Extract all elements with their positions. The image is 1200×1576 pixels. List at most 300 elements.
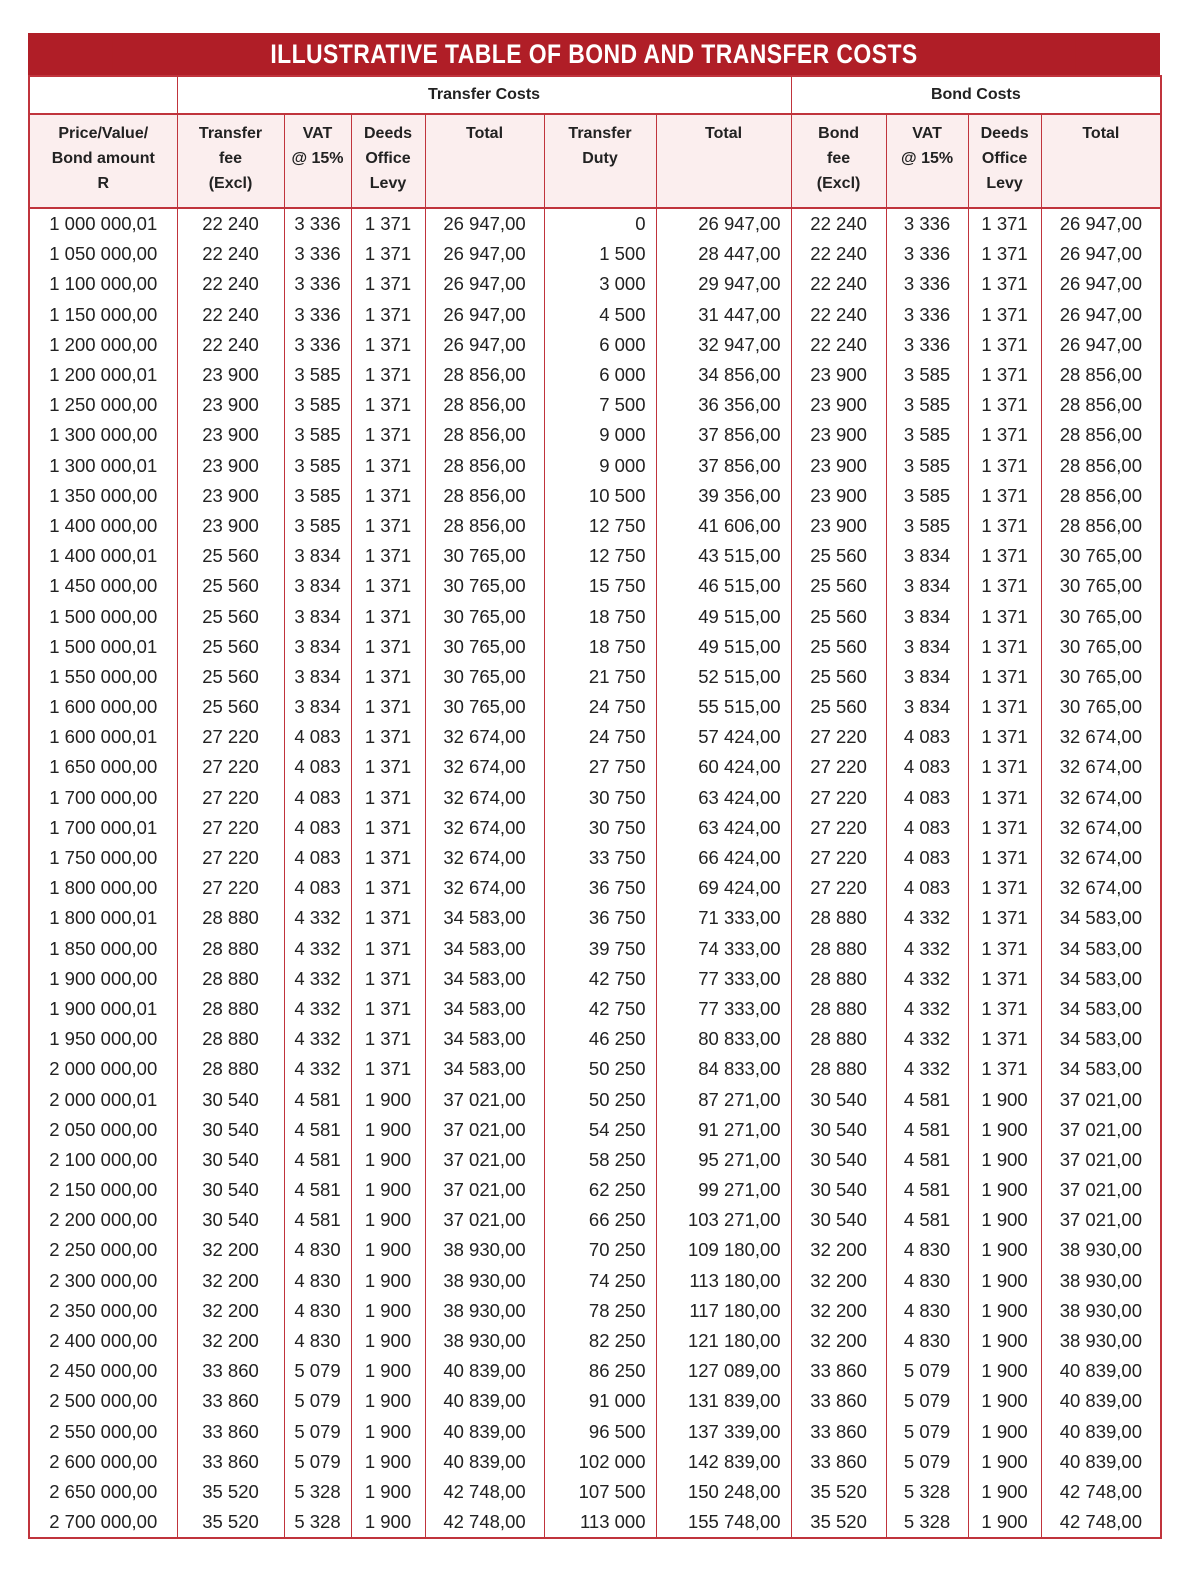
column-header-transfer-duty: Transfer Duty	[544, 114, 656, 208]
cell-price: 1 800 000,01	[29, 903, 177, 933]
cell-bond-deeds-levy: 1 900	[968, 1417, 1041, 1447]
cell-bond-fee: 30 540	[791, 1175, 886, 1205]
cell-bond-deeds-levy: 1 900	[968, 1356, 1041, 1386]
cell-transfer-total: 37 856,00	[656, 420, 791, 450]
cell-bond-deeds-levy: 1 900	[968, 1507, 1041, 1538]
cell-price: 1 350 000,00	[29, 481, 177, 511]
cell-transfer-total: 41 606,00	[656, 511, 791, 541]
cell-bond-fee: 28 880	[791, 1024, 886, 1054]
cell-bond-fee: 30 540	[791, 1115, 886, 1145]
cell-price: 2 300 000,00	[29, 1266, 177, 1296]
cell-transfer-vat: 4 581	[284, 1115, 351, 1145]
table-row	[29, 813, 1161, 843]
cell-transfer-total: 39 356,00	[656, 481, 791, 511]
table-row	[29, 1024, 1161, 1054]
cell-transfer-fee: 23 900	[177, 511, 284, 541]
cell-bond-fee: 32 200	[791, 1235, 886, 1265]
cell-transfer-subtotal: 30 765,00	[425, 601, 544, 631]
cell-transfer-fee: 30 540	[177, 1175, 284, 1205]
table-row	[29, 1235, 1161, 1265]
cell-transfer-fee: 28 880	[177, 964, 284, 994]
cell-transfer-total: 74 333,00	[656, 934, 791, 964]
cell-transfer-subtotal: 32 674,00	[425, 722, 544, 752]
cell-bond-vat: 5 079	[886, 1447, 968, 1477]
cell-bond-fee: 25 560	[791, 541, 886, 571]
cell-transfer-deeds-levy: 1 371	[351, 300, 425, 330]
cell-price: 1 000 000,01	[29, 208, 177, 239]
cell-transfer-deeds-levy: 1 371	[351, 873, 425, 903]
cell-transfer-vat: 4 581	[284, 1205, 351, 1235]
cell-bond-total: 34 583,00	[1041, 934, 1161, 964]
cell-bond-fee: 22 240	[791, 330, 886, 360]
table-row	[29, 451, 1161, 481]
cell-transfer-subtotal: 34 583,00	[425, 964, 544, 994]
cell-price: 1 950 000,00	[29, 1024, 177, 1054]
cell-transfer-fee: 28 880	[177, 1024, 284, 1054]
cell-price: 1 200 000,01	[29, 360, 177, 390]
cell-transfer-vat: 4 830	[284, 1296, 351, 1326]
cell-bond-fee: 23 900	[791, 481, 886, 511]
cell-bond-vat: 4 083	[886, 783, 968, 813]
column-header-bond-vat: VAT @ 15%	[886, 114, 968, 208]
cell-transfer-subtotal: 26 947,00	[425, 300, 544, 330]
cell-transfer-vat: 5 079	[284, 1386, 351, 1416]
cell-transfer-vat: 3 336	[284, 300, 351, 330]
cell-transfer-vat: 3 834	[284, 601, 351, 631]
cell-transfer-deeds-levy: 1 900	[351, 1145, 425, 1175]
cell-bond-total: 28 856,00	[1041, 390, 1161, 420]
cell-transfer-duty: 82 250	[544, 1326, 656, 1356]
cell-bond-vat: 5 328	[886, 1507, 968, 1538]
cell-transfer-vat: 5 079	[284, 1356, 351, 1386]
cell-transfer-total: 142 839,00	[656, 1447, 791, 1477]
cell-bond-deeds-levy: 1 900	[968, 1175, 1041, 1205]
cell-price: 1 650 000,00	[29, 752, 177, 782]
cell-bond-deeds-levy: 1 371	[968, 903, 1041, 933]
cell-price: 1 750 000,00	[29, 843, 177, 873]
cell-price: 1 850 000,00	[29, 934, 177, 964]
cell-transfer-vat: 3 585	[284, 451, 351, 481]
table-row	[29, 1175, 1161, 1205]
cell-transfer-duty: 30 750	[544, 783, 656, 813]
cell-bond-total: 38 930,00	[1041, 1266, 1161, 1296]
cell-transfer-duty: 12 750	[544, 541, 656, 571]
cell-bond-vat: 4 332	[886, 934, 968, 964]
cell-bond-deeds-levy: 1 371	[968, 1054, 1041, 1084]
cell-transfer-deeds-levy: 1 900	[351, 1175, 425, 1205]
cell-bond-vat: 4 083	[886, 722, 968, 752]
table-row	[29, 1084, 1161, 1114]
cell-transfer-vat: 4 332	[284, 903, 351, 933]
cell-price: 2 700 000,00	[29, 1507, 177, 1538]
column-header-row	[29, 114, 1161, 208]
cell-bond-deeds-levy: 1 900	[968, 1266, 1041, 1296]
table-row	[29, 934, 1161, 964]
cell-bond-total: 34 583,00	[1041, 994, 1161, 1024]
cell-bond-vat: 4 332	[886, 1024, 968, 1054]
cell-transfer-subtotal: 37 021,00	[425, 1175, 544, 1205]
cell-transfer-vat: 3 834	[284, 541, 351, 571]
cell-bond-deeds-levy: 1 371	[968, 632, 1041, 662]
cell-bond-fee: 23 900	[791, 511, 886, 541]
cell-price: 2 550 000,00	[29, 1417, 177, 1447]
cell-transfer-total: 34 856,00	[656, 360, 791, 390]
cell-transfer-subtotal: 32 674,00	[425, 873, 544, 903]
cell-transfer-total: 77 333,00	[656, 994, 791, 1024]
cell-transfer-fee: 23 900	[177, 420, 284, 450]
cell-bond-total: 37 021,00	[1041, 1084, 1161, 1114]
cell-transfer-total: 26 947,00	[656, 208, 791, 239]
table-row	[29, 1507, 1161, 1538]
cell-transfer-fee: 23 900	[177, 360, 284, 390]
cell-bond-total: 26 947,00	[1041, 300, 1161, 330]
cell-transfer-vat: 4 332	[284, 964, 351, 994]
cell-price: 2 000 000,01	[29, 1084, 177, 1114]
table-row	[29, 722, 1161, 752]
cell-transfer-deeds-levy: 1 371	[351, 722, 425, 752]
cell-transfer-total: 66 424,00	[656, 843, 791, 873]
cell-transfer-subtotal: 30 765,00	[425, 662, 544, 692]
cell-price: 1 900 000,00	[29, 964, 177, 994]
table-row	[29, 420, 1161, 450]
cell-transfer-duty: 21 750	[544, 662, 656, 692]
cell-transfer-duty: 0	[544, 208, 656, 239]
cell-bond-total: 40 839,00	[1041, 1447, 1161, 1477]
cell-transfer-total: 84 833,00	[656, 1054, 791, 1084]
table-row	[29, 541, 1161, 571]
cell-transfer-duty: 1 500	[544, 239, 656, 269]
cell-transfer-deeds-levy: 1 900	[351, 1507, 425, 1538]
cell-transfer-duty: 50 250	[544, 1054, 656, 1084]
cell-bond-vat: 4 083	[886, 813, 968, 843]
cell-transfer-subtotal: 32 674,00	[425, 813, 544, 843]
cell-bond-vat: 3 336	[886, 300, 968, 330]
cell-transfer-subtotal: 40 839,00	[425, 1356, 544, 1386]
cell-transfer-duty: 113 000	[544, 1507, 656, 1538]
cell-transfer-subtotal: 28 856,00	[425, 420, 544, 450]
cell-transfer-total: 71 333,00	[656, 903, 791, 933]
cell-price: 2 050 000,00	[29, 1115, 177, 1145]
cell-transfer-total: 63 424,00	[656, 813, 791, 843]
cell-transfer-duty: 18 750	[544, 601, 656, 631]
table-row	[29, 873, 1161, 903]
cell-transfer-duty: 9 000	[544, 451, 656, 481]
cell-transfer-fee: 25 560	[177, 662, 284, 692]
cell-transfer-subtotal: 28 856,00	[425, 481, 544, 511]
cell-transfer-vat: 3 834	[284, 632, 351, 662]
cell-bond-total: 38 930,00	[1041, 1326, 1161, 1356]
table-row	[29, 1205, 1161, 1235]
cell-transfer-duty: 107 500	[544, 1477, 656, 1507]
cell-bond-vat: 4 083	[886, 752, 968, 782]
cell-bond-deeds-levy: 1 900	[968, 1145, 1041, 1175]
cell-transfer-vat: 3 585	[284, 420, 351, 450]
cell-price: 2 350 000,00	[29, 1296, 177, 1326]
cell-price: 2 100 000,00	[29, 1145, 177, 1175]
cell-bond-deeds-levy: 1 371	[968, 360, 1041, 390]
table-row	[29, 783, 1161, 813]
cell-bond-fee: 28 880	[791, 903, 886, 933]
cell-price: 1 550 000,00	[29, 662, 177, 692]
cell-bond-deeds-levy: 1 371	[968, 994, 1041, 1024]
cell-transfer-subtotal: 37 021,00	[425, 1145, 544, 1175]
table-row	[29, 964, 1161, 994]
cell-bond-vat: 4 332	[886, 964, 968, 994]
cell-transfer-fee: 28 880	[177, 994, 284, 1024]
title-bar	[28, 33, 1160, 75]
cell-transfer-fee: 35 520	[177, 1507, 284, 1538]
cell-transfer-duty: 30 750	[544, 813, 656, 843]
table-row	[29, 1296, 1161, 1326]
cell-transfer-deeds-levy: 1 371	[351, 390, 425, 420]
cell-transfer-duty: 102 000	[544, 1447, 656, 1477]
cell-transfer-fee: 30 540	[177, 1145, 284, 1175]
cell-bond-vat: 3 834	[886, 601, 968, 631]
column-header-transfer-vat: VAT @ 15%	[284, 114, 351, 208]
cell-transfer-total: 69 424,00	[656, 873, 791, 903]
cell-transfer-deeds-levy: 1 371	[351, 662, 425, 692]
cell-bond-vat: 5 079	[886, 1356, 968, 1386]
cell-transfer-deeds-levy: 1 371	[351, 239, 425, 269]
cell-transfer-deeds-levy: 1 900	[351, 1417, 425, 1447]
cell-bond-fee: 28 880	[791, 934, 886, 964]
cell-transfer-duty: 91 000	[544, 1386, 656, 1416]
cell-transfer-deeds-levy: 1 900	[351, 1356, 425, 1386]
cell-bond-deeds-levy: 1 371	[968, 300, 1041, 330]
cell-bond-fee: 23 900	[791, 390, 886, 420]
cell-transfer-fee: 25 560	[177, 692, 284, 722]
cell-bond-fee: 30 540	[791, 1145, 886, 1175]
cell-bond-deeds-levy: 1 900	[968, 1386, 1041, 1416]
cell-transfer-subtotal: 34 583,00	[425, 1054, 544, 1084]
table-row	[29, 1054, 1161, 1084]
cell-transfer-subtotal: 32 674,00	[425, 752, 544, 782]
cell-bond-deeds-levy: 1 371	[968, 208, 1041, 239]
cell-bond-vat: 4 581	[886, 1115, 968, 1145]
group-header-transfer-costs: Transfer Costs	[177, 76, 791, 114]
table-row	[29, 390, 1161, 420]
cell-transfer-total: 49 515,00	[656, 601, 791, 631]
cell-bond-total: 28 856,00	[1041, 420, 1161, 450]
cell-transfer-fee: 30 540	[177, 1205, 284, 1235]
cell-bond-total: 37 021,00	[1041, 1115, 1161, 1145]
cell-transfer-vat: 5 079	[284, 1447, 351, 1477]
cell-transfer-total: 137 339,00	[656, 1417, 791, 1447]
column-header-bond-deeds-levy: Deeds Office Levy	[968, 114, 1041, 208]
cell-price: 1 400 000,00	[29, 511, 177, 541]
cell-transfer-duty: 96 500	[544, 1417, 656, 1447]
cell-transfer-deeds-levy: 1 371	[351, 752, 425, 782]
cell-bond-total: 32 674,00	[1041, 722, 1161, 752]
table-row	[29, 632, 1161, 662]
column-header-transfer-total: Total	[656, 114, 791, 208]
cell-bond-vat: 4 083	[886, 843, 968, 873]
cell-transfer-total: 36 356,00	[656, 390, 791, 420]
cell-price: 1 600 000,00	[29, 692, 177, 722]
cell-transfer-subtotal: 30 765,00	[425, 692, 544, 722]
cell-bond-deeds-levy: 1 371	[968, 722, 1041, 752]
table-row	[29, 208, 1161, 239]
cell-bond-fee: 32 200	[791, 1326, 886, 1356]
cell-bond-total: 40 839,00	[1041, 1386, 1161, 1416]
cell-price: 1 300 000,01	[29, 451, 177, 481]
cell-bond-total: 30 765,00	[1041, 571, 1161, 601]
cell-transfer-deeds-levy: 1 371	[351, 330, 425, 360]
cell-transfer-fee: 22 240	[177, 239, 284, 269]
cell-bond-fee: 22 240	[791, 239, 886, 269]
cell-bond-deeds-levy: 1 371	[968, 390, 1041, 420]
cell-bond-deeds-levy: 1 371	[968, 662, 1041, 692]
cell-transfer-subtotal: 34 583,00	[425, 1024, 544, 1054]
cell-bond-deeds-levy: 1 371	[968, 481, 1041, 511]
cell-transfer-fee: 33 860	[177, 1447, 284, 1477]
table-title: ILLUSTRATIVE TABLE OF BOND AND TRANSFER COSTS	[113, 33, 1075, 75]
cell-bond-deeds-levy: 1 371	[968, 330, 1041, 360]
cell-transfer-duty: 6 000	[544, 360, 656, 390]
cell-transfer-vat: 4 830	[284, 1266, 351, 1296]
cell-transfer-total: 31 447,00	[656, 300, 791, 330]
cell-transfer-total: 43 515,00	[656, 541, 791, 571]
cell-transfer-subtotal: 38 930,00	[425, 1266, 544, 1296]
cell-transfer-total: 91 271,00	[656, 1115, 791, 1145]
cell-bond-fee: 28 880	[791, 964, 886, 994]
cell-transfer-fee: 30 540	[177, 1084, 284, 1114]
cell-transfer-deeds-levy: 1 371	[351, 360, 425, 390]
cell-transfer-deeds-levy: 1 900	[351, 1447, 425, 1477]
cell-transfer-subtotal: 30 765,00	[425, 571, 544, 601]
cell-bond-total: 26 947,00	[1041, 330, 1161, 360]
cell-bond-deeds-levy: 1 900	[968, 1205, 1041, 1235]
table-row	[29, 1356, 1161, 1386]
cell-transfer-duty: 24 750	[544, 692, 656, 722]
cell-transfer-deeds-levy: 1 371	[351, 541, 425, 571]
cell-bond-vat: 3 585	[886, 451, 968, 481]
table-row	[29, 903, 1161, 933]
cell-transfer-subtotal: 28 856,00	[425, 451, 544, 481]
cell-bond-vat: 4 581	[886, 1175, 968, 1205]
cell-bond-total: 42 748,00	[1041, 1507, 1161, 1538]
cell-bond-total: 34 583,00	[1041, 1054, 1161, 1084]
cell-transfer-fee: 33 860	[177, 1417, 284, 1447]
cell-bond-deeds-levy: 1 371	[968, 451, 1041, 481]
cell-transfer-vat: 4 581	[284, 1145, 351, 1175]
cell-bond-deeds-levy: 1 371	[968, 964, 1041, 994]
cell-transfer-deeds-levy: 1 371	[351, 511, 425, 541]
cell-transfer-total: 127 089,00	[656, 1356, 791, 1386]
cell-transfer-subtotal: 37 021,00	[425, 1205, 544, 1235]
cell-bond-fee: 33 860	[791, 1447, 886, 1477]
cell-price: 1 450 000,00	[29, 571, 177, 601]
cell-bond-vat: 4 581	[886, 1084, 968, 1114]
cell-transfer-fee: 23 900	[177, 481, 284, 511]
cell-transfer-duty: 9 000	[544, 420, 656, 450]
cell-transfer-fee: 25 560	[177, 541, 284, 571]
cell-bond-vat: 4 332	[886, 1054, 968, 1084]
cell-transfer-vat: 3 834	[284, 692, 351, 722]
cell-transfer-total: 29 947,00	[656, 269, 791, 299]
table-row	[29, 300, 1161, 330]
cell-transfer-vat: 3 336	[284, 239, 351, 269]
cell-transfer-subtotal: 38 930,00	[425, 1326, 544, 1356]
table-row	[29, 1477, 1161, 1507]
cell-transfer-deeds-levy: 1 371	[351, 692, 425, 722]
cell-transfer-subtotal: 26 947,00	[425, 330, 544, 360]
cell-transfer-fee: 33 860	[177, 1386, 284, 1416]
cell-transfer-total: 63 424,00	[656, 783, 791, 813]
cell-bond-fee: 22 240	[791, 208, 886, 239]
cell-bond-total: 32 674,00	[1041, 752, 1161, 782]
column-header-bond-fee: Bond fee (Excl)	[791, 114, 886, 208]
cell-transfer-fee: 22 240	[177, 269, 284, 299]
cell-transfer-total: 103 271,00	[656, 1205, 791, 1235]
cell-transfer-deeds-levy: 1 371	[351, 813, 425, 843]
cell-bond-vat: 4 830	[886, 1235, 968, 1265]
cell-transfer-total: 60 424,00	[656, 752, 791, 782]
cell-bond-total: 32 674,00	[1041, 843, 1161, 873]
cell-bond-total: 38 930,00	[1041, 1296, 1161, 1326]
cell-transfer-vat: 3 834	[284, 662, 351, 692]
cell-transfer-deeds-levy: 1 371	[351, 1024, 425, 1054]
cell-transfer-duty: 58 250	[544, 1145, 656, 1175]
cell-bond-vat: 3 585	[886, 511, 968, 541]
cell-transfer-duty: 39 750	[544, 934, 656, 964]
cell-bond-fee: 28 880	[791, 1054, 886, 1084]
bond-transfer-cost-table	[28, 75, 1162, 1539]
cell-transfer-subtotal: 34 583,00	[425, 934, 544, 964]
cell-transfer-fee: 25 560	[177, 571, 284, 601]
table-row	[29, 1447, 1161, 1477]
cell-transfer-vat: 5 328	[284, 1507, 351, 1538]
cell-bond-deeds-levy: 1 371	[968, 813, 1041, 843]
cell-transfer-total: 28 447,00	[656, 239, 791, 269]
cell-transfer-vat: 4 581	[284, 1175, 351, 1205]
cell-transfer-deeds-levy: 1 371	[351, 269, 425, 299]
cell-transfer-vat: 3 336	[284, 330, 351, 360]
cell-bond-deeds-levy: 1 900	[968, 1296, 1041, 1326]
cell-bond-vat: 4 581	[886, 1145, 968, 1175]
cell-bond-total: 30 765,00	[1041, 632, 1161, 662]
cell-bond-fee: 30 540	[791, 1084, 886, 1114]
group-header-bond-costs: Bond Costs	[791, 76, 1161, 114]
cell-bond-total: 30 765,00	[1041, 601, 1161, 631]
cell-bond-vat: 5 079	[886, 1417, 968, 1447]
cell-bond-deeds-levy: 1 900	[968, 1235, 1041, 1265]
cell-bond-fee: 23 900	[791, 451, 886, 481]
table-row	[29, 1145, 1161, 1175]
cell-transfer-duty: 6 000	[544, 330, 656, 360]
cell-bond-fee: 23 900	[791, 420, 886, 450]
table-row	[29, 843, 1161, 873]
cell-transfer-total: 49 515,00	[656, 632, 791, 662]
cell-transfer-vat: 3 585	[284, 360, 351, 390]
cell-bond-vat: 4 083	[886, 873, 968, 903]
cell-bond-total: 28 856,00	[1041, 360, 1161, 390]
cell-price: 1 050 000,00	[29, 239, 177, 269]
cell-price: 2 200 000,00	[29, 1205, 177, 1235]
cell-transfer-deeds-levy: 1 900	[351, 1084, 425, 1114]
cell-bond-vat: 3 585	[886, 481, 968, 511]
cell-transfer-vat: 5 079	[284, 1417, 351, 1447]
table-row	[29, 511, 1161, 541]
table-row	[29, 1115, 1161, 1145]
cell-transfer-vat: 4 830	[284, 1235, 351, 1265]
cell-transfer-deeds-levy: 1 900	[351, 1205, 425, 1235]
cell-bond-fee: 27 220	[791, 783, 886, 813]
cell-transfer-vat: 4 083	[284, 752, 351, 782]
cell-transfer-fee: 33 860	[177, 1356, 284, 1386]
cell-transfer-total: 113 180,00	[656, 1266, 791, 1296]
cell-bond-deeds-levy: 1 900	[968, 1084, 1041, 1114]
